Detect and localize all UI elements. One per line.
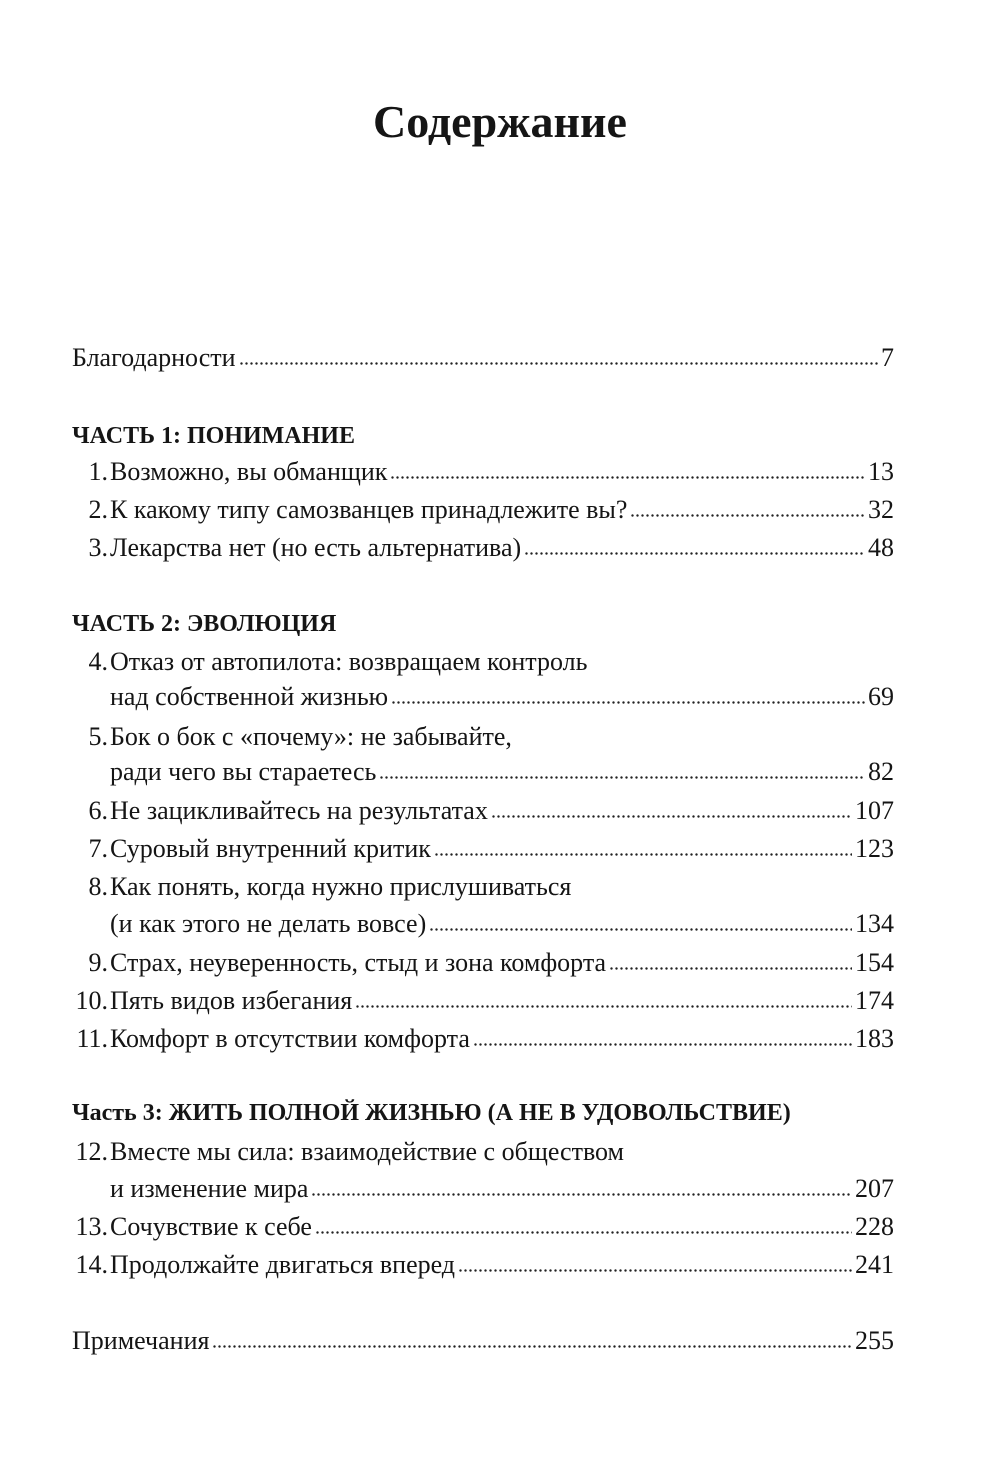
chapter-number: 3. bbox=[88, 533, 108, 562]
part-heading: ЧАСТЬ 2: ЭВОЛЮЦИЯ bbox=[72, 611, 337, 637]
toc-entry[interactable] bbox=[72, 1020, 894, 1058]
entry-title: Примечания bbox=[72, 1326, 210, 1355]
page-number: 228 bbox=[855, 1212, 894, 1241]
entry-title-continued: над собственной жизнью bbox=[110, 682, 389, 711]
chapter-number: 10. bbox=[75, 986, 108, 1015]
page-title: Содержание bbox=[373, 96, 627, 147]
toc-entry[interactable] bbox=[72, 753, 894, 791]
toc-entry[interactable] bbox=[72, 491, 894, 529]
dot-leader bbox=[458, 1267, 852, 1273]
toc-entry[interactable] bbox=[72, 678, 894, 716]
chapter-number: 7. bbox=[88, 834, 108, 863]
page-number: 154 bbox=[855, 948, 894, 977]
page-number: 183 bbox=[855, 1024, 894, 1053]
page-number: 32 bbox=[868, 495, 894, 524]
entry-title-continued: и изменение мира bbox=[110, 1174, 309, 1203]
dot-leader bbox=[390, 474, 865, 480]
toc-entry[interactable] bbox=[72, 453, 894, 491]
page-number: 48 bbox=[868, 533, 894, 562]
toc-entry[interactable] bbox=[72, 1208, 894, 1246]
entry-title: Не зацикливайтесь на результатах bbox=[110, 796, 488, 825]
chapter-number: 14. bbox=[75, 1250, 108, 1279]
dot-leader bbox=[429, 926, 852, 932]
entry-title: Бок о бок с «почему»: не забывайте, bbox=[110, 722, 512, 751]
dot-leader bbox=[212, 1343, 852, 1349]
toc-entry-line[interactable] bbox=[72, 1133, 894, 1171]
entry-title: Суровый внутренний критик bbox=[110, 834, 431, 863]
page-number: 255 bbox=[855, 1326, 894, 1355]
page-number: 82 bbox=[868, 757, 894, 786]
page-number: 207 bbox=[855, 1174, 894, 1203]
entry-title: Лекарства нет (но есть альтернатива) bbox=[110, 533, 522, 562]
chapter-number: 2. bbox=[88, 495, 108, 524]
chapter-number: 12. bbox=[75, 1137, 108, 1166]
page-number: 174 bbox=[855, 986, 894, 1015]
part-heading: Часть 3: ЖИТЬ ПОЛНОЙ ЖИЗНЬЮ (А НЕ В УДОВОЛЬСТВИЕ) bbox=[72, 1100, 791, 1126]
page-number: 241 bbox=[855, 1250, 894, 1279]
chapter-number: 5. bbox=[88, 722, 108, 751]
dot-leader bbox=[524, 550, 865, 556]
entry-title: Страх, неуверенность, стыд и зона комфорта bbox=[110, 948, 607, 977]
entry-title-continued: (и как этого не делать вовсе) bbox=[110, 909, 427, 938]
chapter-number: 11. bbox=[76, 1024, 108, 1053]
toc-entry[interactable] bbox=[72, 982, 894, 1020]
page-number: 107 bbox=[855, 796, 894, 825]
dot-leader bbox=[315, 1229, 852, 1235]
toc-entry-line[interactable] bbox=[72, 868, 894, 906]
toc-entry-notes[interactable] bbox=[72, 1322, 894, 1360]
dot-leader bbox=[239, 360, 878, 366]
dot-leader bbox=[355, 1003, 852, 1009]
entry-title: Комфорт в отсутствии комфорта bbox=[110, 1024, 470, 1053]
toc-entry-line[interactable] bbox=[72, 643, 894, 681]
dot-leader bbox=[379, 774, 865, 780]
dot-leader bbox=[630, 512, 865, 518]
entry-title-continued: ради чего вы стараетесь bbox=[110, 757, 377, 786]
entry-title: Пять видов избегания bbox=[110, 986, 353, 1015]
entry-title: Благодарности bbox=[72, 343, 236, 372]
dot-leader bbox=[434, 851, 852, 857]
page-number: 7 bbox=[881, 343, 894, 372]
chapter-number: 9. bbox=[88, 948, 108, 977]
toc-entry[interactable] bbox=[72, 830, 894, 868]
toc-entry[interactable] bbox=[72, 792, 894, 830]
toc-entry[interactable] bbox=[72, 944, 894, 982]
page-number: 13 bbox=[868, 457, 894, 486]
toc-entry[interactable] bbox=[72, 905, 894, 943]
toc-entry-acknowledgements[interactable] bbox=[72, 339, 894, 377]
part-heading: ЧАСТЬ 1: ПОНИМАНИЕ bbox=[72, 423, 355, 449]
dot-leader bbox=[391, 699, 865, 705]
page-number: 134 bbox=[855, 909, 894, 938]
chapter-number: 4. bbox=[88, 647, 108, 676]
toc-entry-line[interactable] bbox=[72, 718, 894, 756]
toc-entry[interactable] bbox=[72, 1246, 894, 1284]
toc-entry[interactable] bbox=[72, 529, 894, 567]
entry-title: Вместе мы сила: взаимодействие с обществом bbox=[110, 1137, 624, 1166]
dot-leader bbox=[609, 965, 852, 971]
entry-title: Возможно, вы обманщик bbox=[110, 457, 388, 486]
chapter-number: 1. bbox=[88, 457, 108, 486]
chapter-number: 6. bbox=[88, 796, 108, 825]
entry-title: Продолжайте двигаться вперед bbox=[110, 1250, 456, 1279]
chapter-number: 13. bbox=[75, 1212, 108, 1241]
toc-entry[interactable] bbox=[72, 1170, 894, 1208]
dot-leader bbox=[491, 813, 852, 819]
dot-leader bbox=[311, 1191, 852, 1197]
page-number: 123 bbox=[855, 834, 894, 863]
chapter-number: 8. bbox=[88, 872, 108, 901]
entry-title: Сочувствие к себе bbox=[110, 1212, 312, 1241]
entry-title: Отказ от автопилота: возвращаем контроль bbox=[110, 647, 588, 676]
entry-title: Как понять, когда нужно прислушиваться bbox=[110, 872, 572, 901]
entry-title: К какому типу самозванцев принадлежите вы? bbox=[110, 495, 628, 524]
dot-leader bbox=[473, 1041, 852, 1047]
page-number: 69 bbox=[868, 682, 894, 711]
